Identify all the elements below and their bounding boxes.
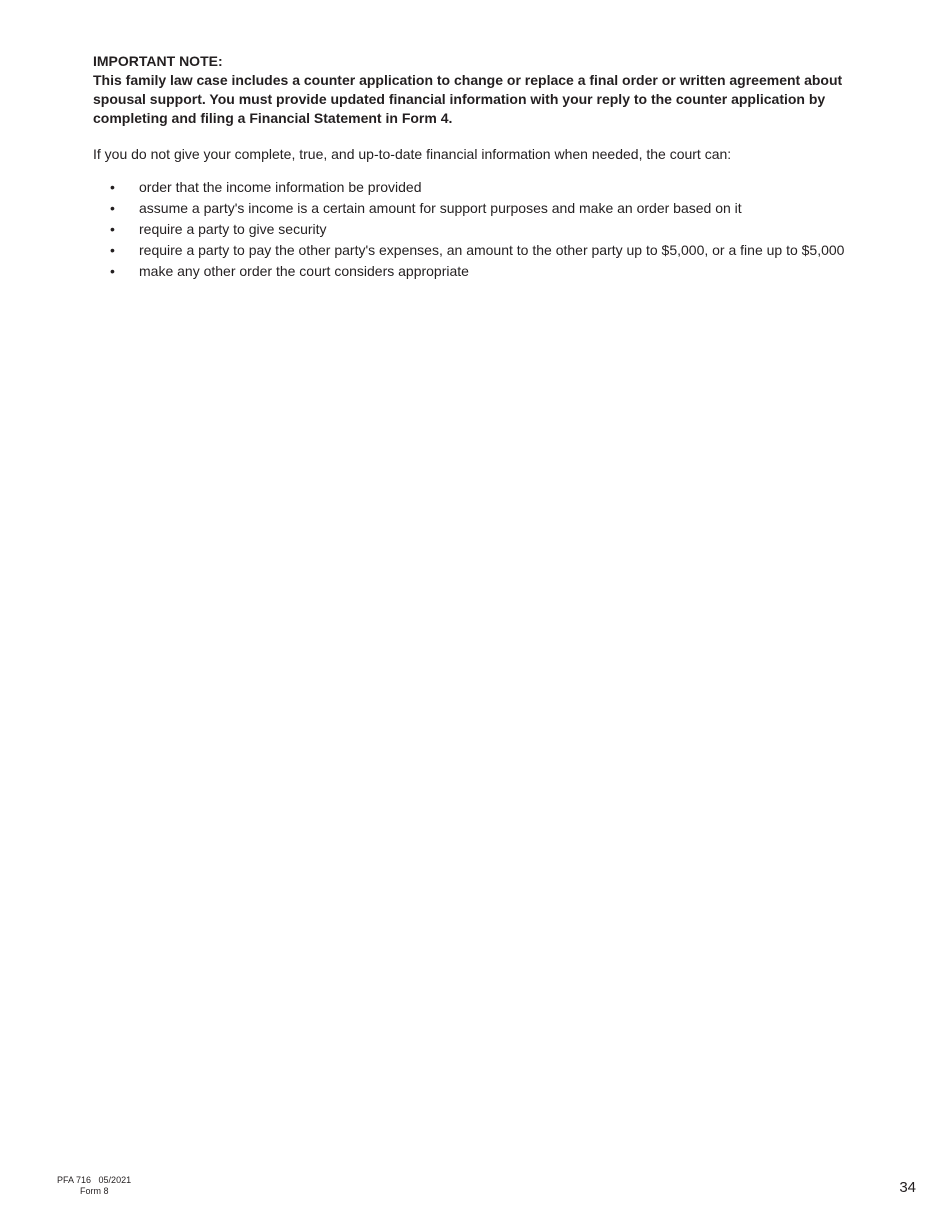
list-item [93,178,913,199]
form-date: 05/2021 [98,1175,132,1185]
list-item-text: require a party to give security [139,221,327,237]
list-item-text: order that the income information be provided [139,179,422,195]
form-name: Form 8 [80,1186,109,1196]
intro-paragraph: If you do not give your complete, true, and up-to-date financial information when needed, the court can: [93,146,732,162]
bullet-icon: • [110,242,115,258]
bullet-icon: • [110,200,115,216]
form-code: PFA 716 [57,1175,92,1185]
note-heading: IMPORTANT NOTE: [93,53,223,69]
list-item [93,199,913,220]
consequence-list [93,178,913,283]
list-item-text: require a party to pay the other party's expenses, an amount to the other party up to $5,000, or a fine up to $5,000 [139,242,845,258]
list-item [93,262,913,283]
bullet-icon: • [110,221,115,237]
page-number: 34 [899,1179,916,1196]
important-note [93,52,863,128]
list-item-text: assume a party's income is a certain amount for support purposes and make an order based on it [139,200,742,216]
list-item-text: make any other order the court considers appropriate [139,263,469,279]
note-body: This family law case includes a counter application to change or replace a final order or written agreement about spousal support. You must provide updated financial information with your reply to the counter application by completing and filing a Financial Statement in Form 4. [93,72,843,126]
bullet-icon: • [110,179,115,195]
form-footer [57,1175,131,1197]
list-item [93,220,913,241]
bullet-icon: • [110,263,115,279]
list-item [93,241,913,262]
